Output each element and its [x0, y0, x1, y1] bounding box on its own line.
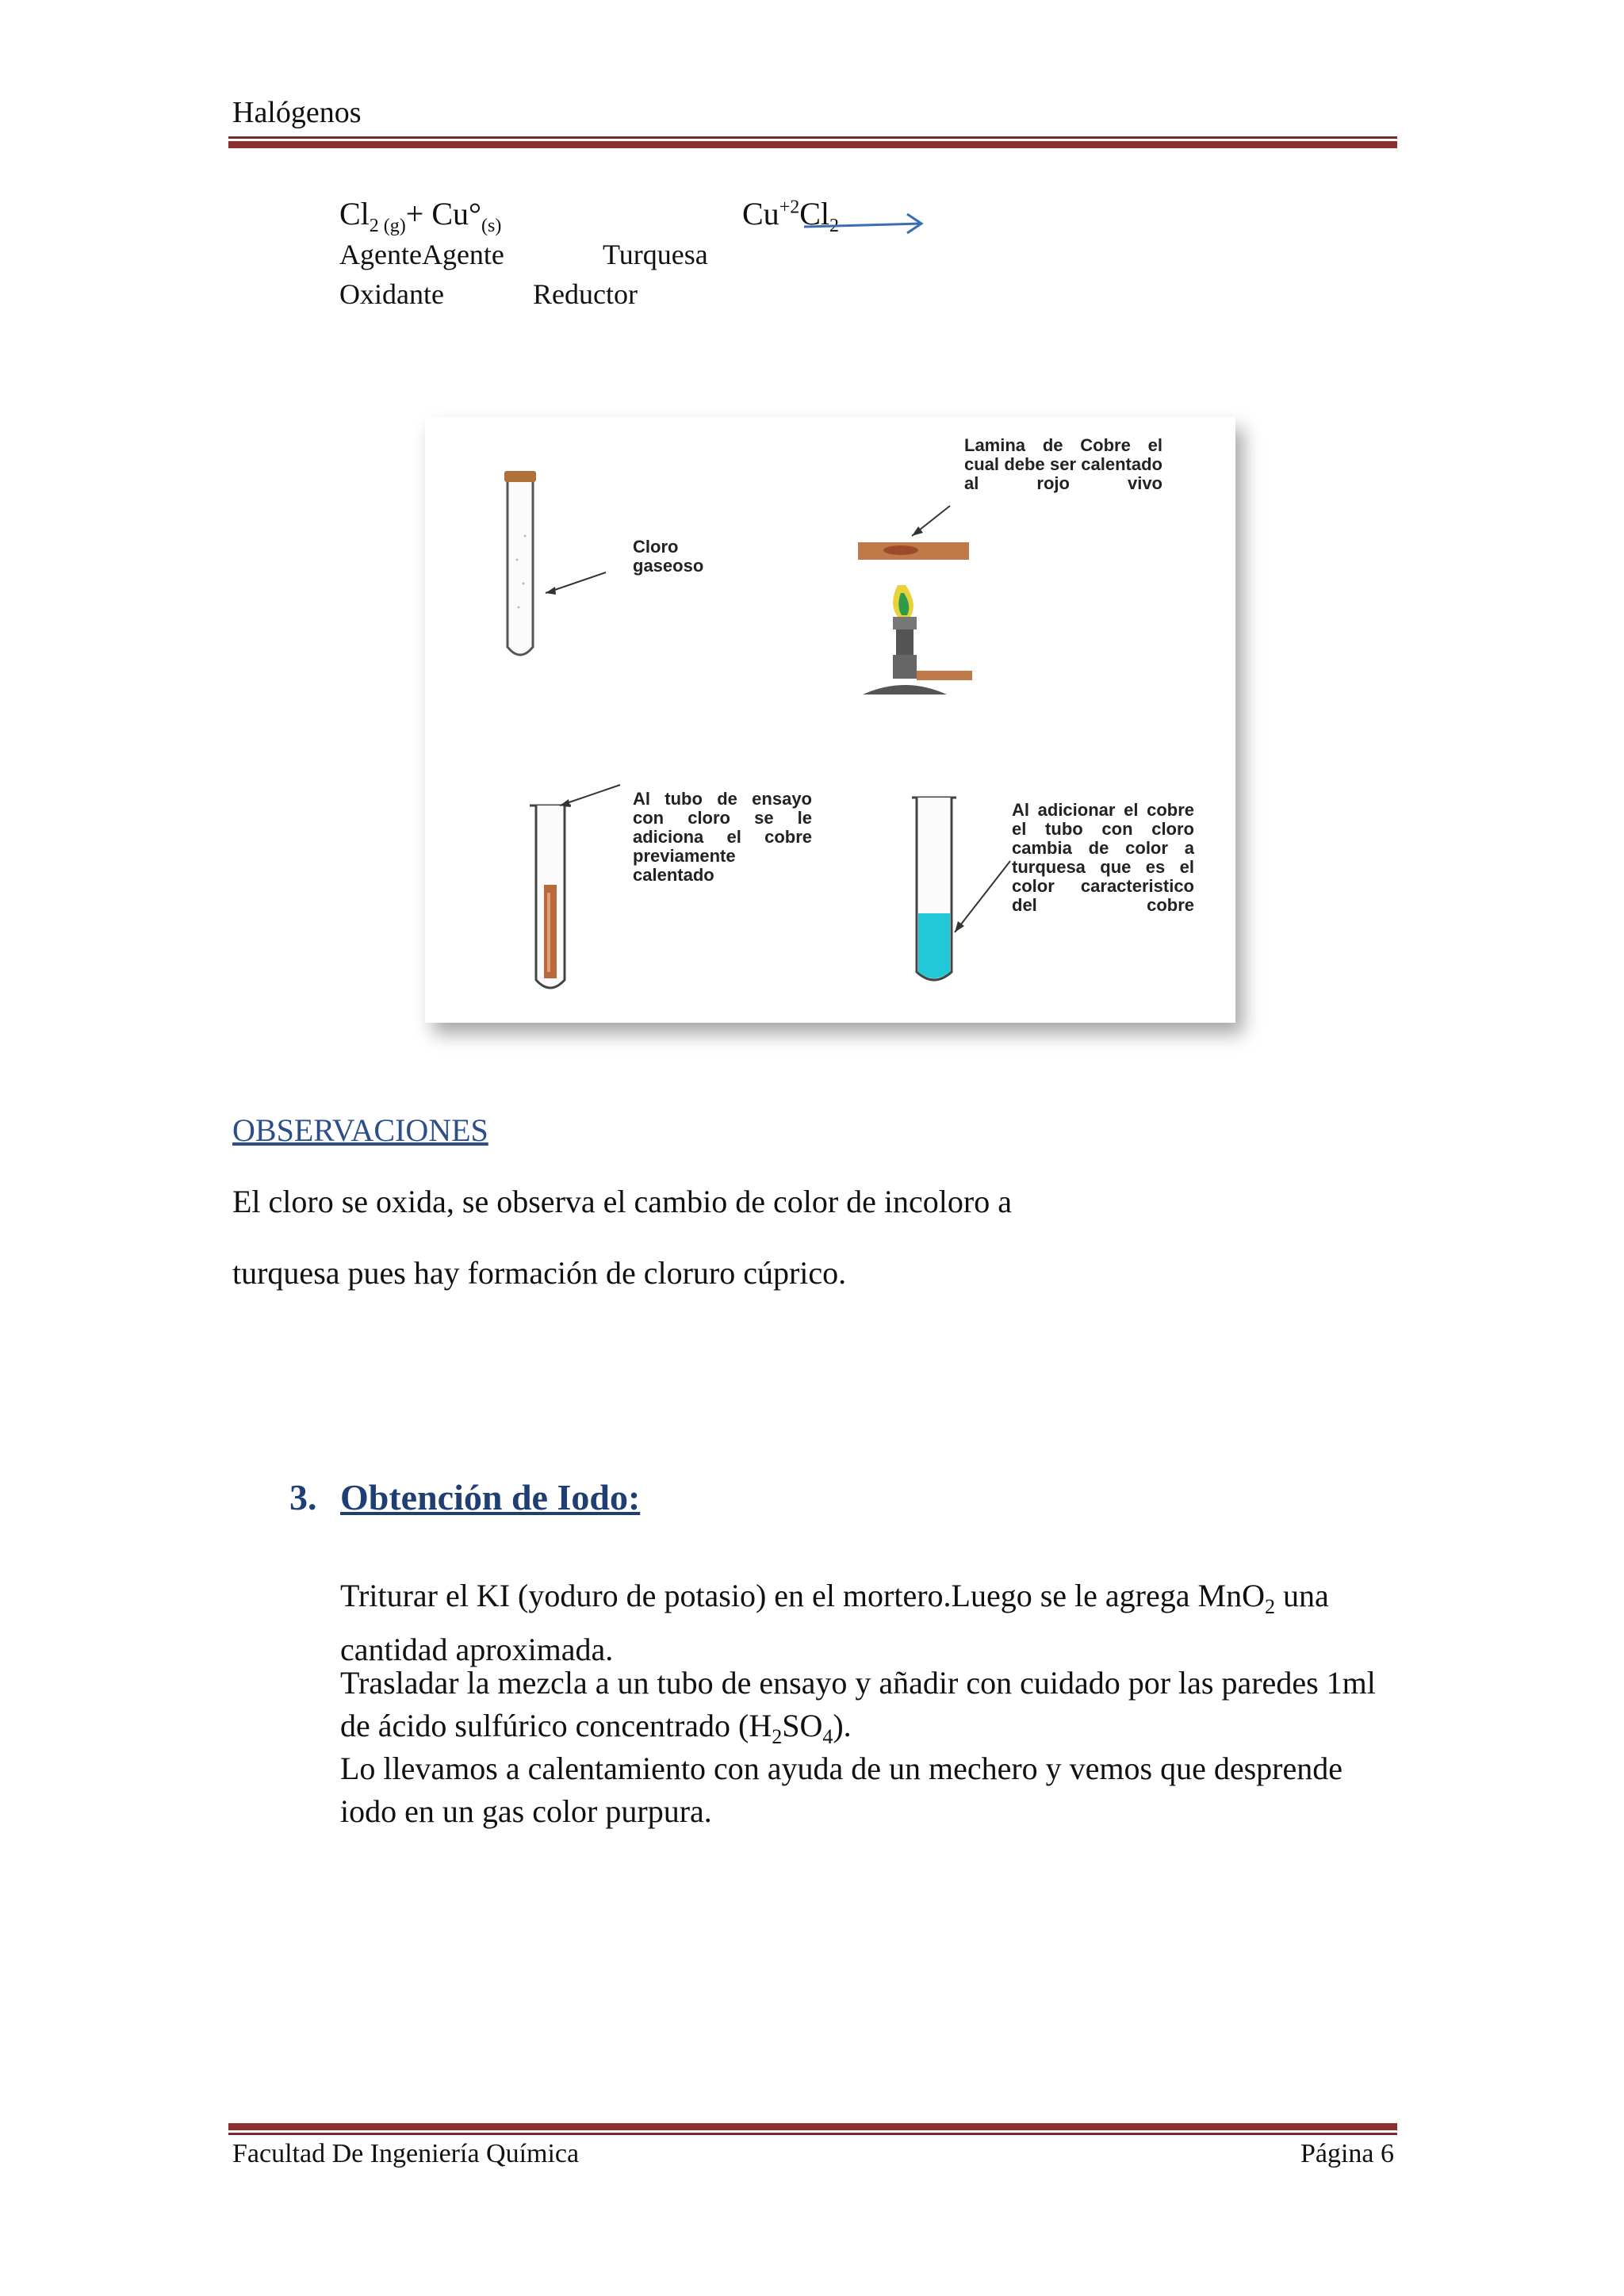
reaction-arrow-icon — [801, 208, 928, 239]
paragraph-calentamiento: Lo llevamos a calentamiento con ayuda de un mechero y vemos que desprende iodo en un gas color purpura. — [340, 1751, 1342, 1829]
p1-sub: 2 — [1264, 1595, 1275, 1618]
p2-text-b: SO — [782, 1708, 823, 1743]
label-reductor: Reductor — [533, 278, 638, 310]
observaciones-line-2: turquesa pues hay formación de cloruro cúprico. — [232, 1255, 847, 1291]
bunsen-burner-icon — [858, 542, 972, 695]
section-title: Obtención de Iodo: — [340, 1477, 641, 1517]
eq-rhs-cu: Cu — [742, 196, 779, 232]
p2-text-a: Trasladar la mezcla a un tubo de ensayo y añadir con cuidado por las paredes 1ml de ácido sulfúrico concentrado (H — [340, 1665, 1376, 1743]
header-rule-thick — [228, 141, 1397, 148]
test-tube-copper-icon — [530, 806, 571, 988]
page-header-title: Halógenos — [232, 96, 362, 129]
footer-left-text: Facultad De Ingeniería Química — [232, 2139, 580, 2168]
eq-cl: Cl — [339, 196, 370, 232]
eq-cu-sub: (s) — [481, 216, 502, 236]
eq-cl-sub: 2 (g) — [369, 216, 406, 236]
figure-label-tubo: Al tubo de ensayo con cloro se le adiciona el cobre previamente calentado — [633, 789, 812, 885]
section-number: 3. — [289, 1477, 317, 1517]
paragraph-trasladar — [340, 1662, 1403, 1758]
eq-rhs-sup: +2 — [779, 197, 800, 218]
label-agente: AgenteAgente — [339, 239, 504, 270]
footer-rule-thick — [228, 2123, 1397, 2130]
eq-plus-cu: + Cu° — [405, 196, 482, 232]
footer-page-number: Página 6 — [1300, 2139, 1394, 2168]
p2-text-c: ). — [833, 1708, 852, 1743]
label-turquesa: Turquesa — [603, 239, 708, 270]
test-tube-turquoise-icon — [912, 798, 956, 980]
p1-text-b: una cantidad aproximada. — [340, 1578, 1329, 1667]
figure-label-adicionar: Al adicionar el cobre el tubo con cloro cambia de color a turquesa que es el color caracteristico del cobre — [1012, 800, 1194, 915]
header-rule-thin — [228, 136, 1397, 139]
observaciones-line-1: El cloro se oxida, se observa el cambio de color de incoloro a — [232, 1184, 1012, 1219]
p2-sub-1: 2 — [772, 1725, 783, 1748]
footer-rule-thin — [228, 2133, 1397, 2135]
observaciones-heading: OBSERVACIONES — [232, 1112, 488, 1148]
p1-text-a: Triturar el KI (yoduro de potasio) en el mortero.Luego se le agrega MnO — [340, 1578, 1265, 1613]
experiment-drawing — [425, 417, 1235, 1023]
test-tube-chlorine-icon — [504, 471, 536, 655]
eq-rhs-cl: Cl — [799, 196, 830, 232]
p2-sub-2: 4 — [822, 1725, 833, 1748]
label-oxidante: Oxidante — [339, 278, 444, 310]
equation-lhs — [339, 195, 501, 237]
figure-label-cloro: Cloro gaseoso — [633, 537, 704, 576]
paragraph-triturar — [340, 1575, 1403, 1671]
figure-label-lamina: Lamina de Cobre el cual debe ser calentado al rojo vivo — [964, 435, 1162, 493]
